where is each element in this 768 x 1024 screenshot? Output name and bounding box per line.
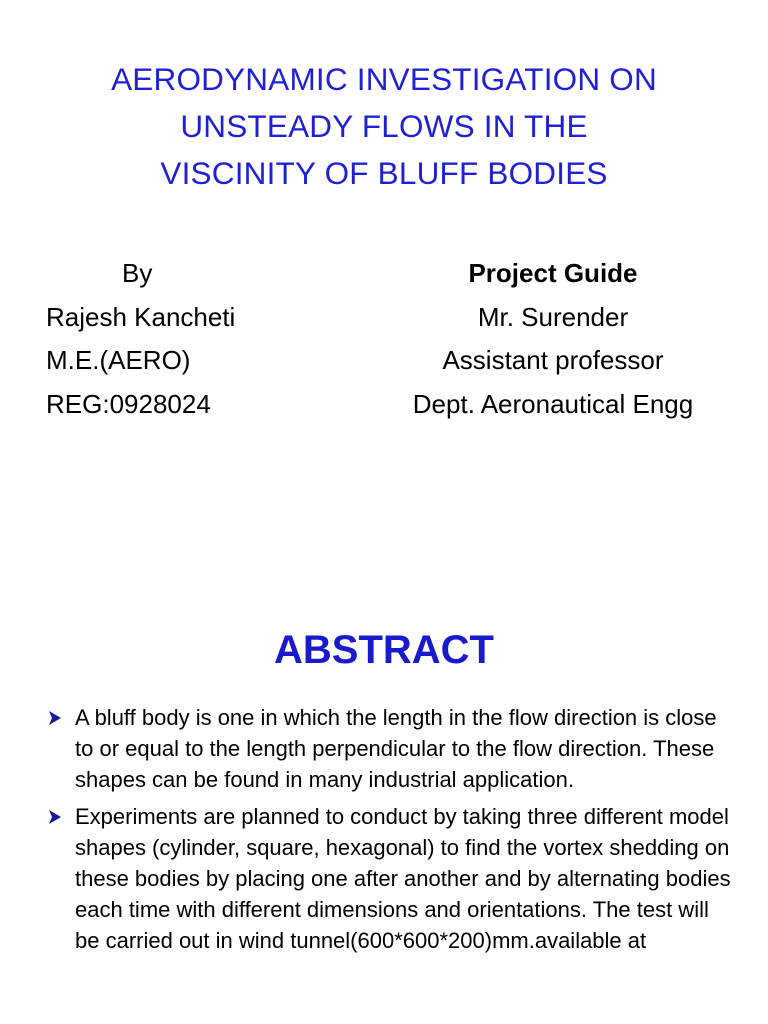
author-block (46, 252, 346, 426)
title-line-2: UNSTEADY FLOWS IN THE (180, 108, 588, 144)
abstract-heading: ABSTRACT (274, 628, 494, 672)
guide-position: Assistant professor (442, 345, 664, 375)
abstract-bullet-list (46, 702, 736, 962)
guide-block (380, 252, 726, 426)
author-degree: M.E.(AERO) (46, 345, 191, 375)
list-item (46, 801, 736, 956)
author-reg: REG:0928024 (46, 388, 211, 419)
arrow-bullet-icon (46, 808, 64, 826)
title-line-1: AERODYNAMIC INVESTIGATION ON (111, 61, 657, 97)
author-name: Rajesh Kancheti (46, 301, 236, 332)
bullet-text: A bluff body is one in which the length in the flow direction is close to or equal to the length perpendicular to the flow direction. These shapes can be found in many industrial application. (75, 705, 717, 792)
guide-name: Mr. Surender (477, 301, 629, 332)
list-item (46, 702, 736, 795)
bullet-text: Experiments are planned to conduct by taking three different model shapes (cylinder, square, hexagonal) to find the vortex shedding on these bodies by placing one after another and by alternating bodies each time with different dimensions and orientations. The test will be carried out in wind tunnel(600*600*200)mm.available at (75, 804, 731, 953)
title-line-3: VISCINITY OF BLUFF BODIES (160, 155, 608, 191)
arrow-bullet-icon (46, 709, 64, 727)
guide-dept: Dept. Aeronautical Engg (412, 388, 694, 419)
slide-title (0, 56, 768, 197)
guide-label: Project Guide (468, 258, 638, 288)
by-label: By (122, 258, 153, 288)
